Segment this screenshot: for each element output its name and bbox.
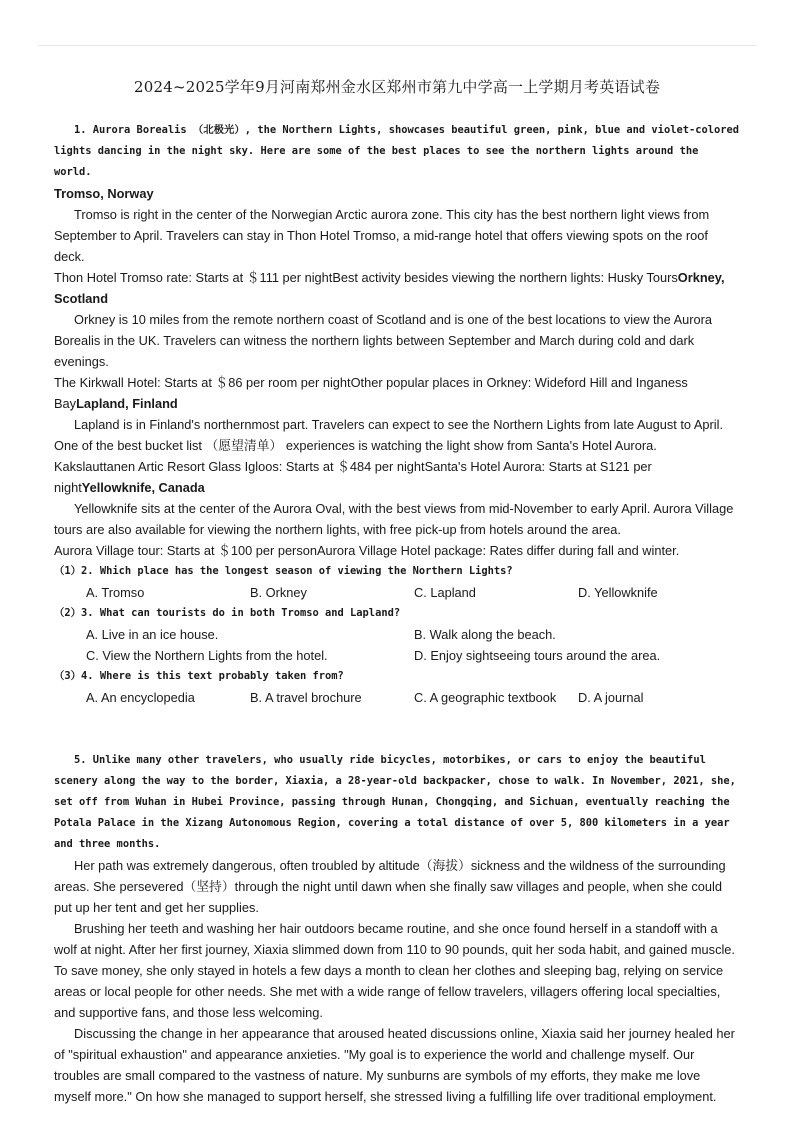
heading-yellowknife: Yellowknife, Canada [81,480,205,495]
heading-tromso: Tromso, Norway [54,186,154,201]
option-3c[interactable]: C. View the Northern Lights from the hotel. [86,648,328,663]
passage2-intro: 5. Unlike many other travelers, who usually ride bicycles, motorbikes, or cars to enjoy the beautiful scenery along the way to the border, Xiaxia, a 28-year-old backpacker, chose to walk. In November, 2021, she, set off from Wuhan in Hubei Province, passing through Hunan, Chongqing, and Sichuan, eventually reaching the Potala Palace in the Xizang Autonomous Region, covering a total distance of over 5, 800 kilometers in a year and three months. [54,754,736,850]
info-orkney-text: The Kirkwall Hotel: Starts at ＄86 per room per nightOther popular places in Orkney: Wideford Hill and Inganess Bay [54,375,688,411]
question-4-number: （3） [54,670,82,682]
page-top-rule [38,45,756,46]
option-3a[interactable]: A. Live in an ice house. [86,627,219,642]
passage2-paragraph-2: Brushing her teeth and washing her hair outdoors became routine, and she once found herself in a standoff with a wolf at night. After her first journey, Xiaxia slimmed down from 110 to 90 pounds, quit her soda habit, and gained muscle. To save money, she only stayed in hotels a few days a month to clean her clothes and sleeping bag, relying on service areas or local people for other needs. She met with a wide range of fellow travelers, villagers offering local specialties, and supportive fans, and those less welcoming. [54,921,735,1020]
heading-lapland: Lapland, Finland [76,396,178,411]
question-3-number: （2） [54,607,82,619]
question-2-number: （1） [54,565,82,577]
section-gap [54,729,740,750]
option-3b[interactable]: B. Walk along the beach. [414,627,556,642]
question-2-text: 2. Which place has the longest season of viewing the Northern Lights? [81,565,513,577]
option-2b[interactable]: B. Orkney [250,585,307,600]
question-2-options [54,582,740,603]
paragraph-yellowknife: Yellowknife sits at the center of the Aurora Oval, with the best views from mid-November to early April. Aurora Village tours are also available for viewing the northern lights, with free pick-up from hotels around the area. [54,501,734,537]
info-yellowknife: Aurora Village tour: Starts at ＄100 per personAurora Village Hotel package: Rates differ during fall and winter. [54,543,680,558]
option-3d[interactable]: D. Enjoy sightseeing tours around the area. [414,648,661,663]
option-2a[interactable]: A. Tromso [86,585,145,600]
passage1-intro: 1. Aurora Borealis （北极光）, the Northern Lights, showcases beautiful green, pink, blue and violet-colored lights dancing in the night sky. Here are some of the best places to see the northern lights around the world. [54,124,740,178]
info-tromso [54,267,740,309]
question-3 [54,603,740,624]
option-2c[interactable]: C. Lapland [414,585,476,600]
section-gap [54,708,740,729]
paragraph-orkney: Orkney is 10 miles from the remote northern coast of Scotland and is one of the best locations to view the Aurora Borealis in the UK. Travelers can witness the northern lights between September and March during cold and dark evenings. [54,312,713,369]
question-4-options [54,687,740,708]
paragraph-lapland: Lapland is in Finland's northernmost part. Travelers can expect to see the Northern Lights from late August to April. One of the best bucket list （愿望清单） experiences is watching the light show from Santa's Hotel Aurora. [54,417,724,453]
info-lapland [54,456,740,498]
option-4a[interactable]: A. An encyclopedia [86,690,195,705]
option-4d[interactable]: D. A journal [578,690,644,705]
paragraph-tromso: Tromso is right in the center of the Norwegian Arctic aurora zone. This city has the best northern light views from September to April. Travelers can stay in Thon Hotel Tromso, a mid-range hotel that offers viewing spots on the roof deck. [54,207,710,264]
option-4c[interactable]: C. A geographic textbook [414,690,557,705]
page-title: 2024~2025学年9月河南郑州金水区郑州市第九中学高一上学期月考英语试卷 [133,78,661,96]
exam-content [54,120,740,1107]
question-2 [54,561,740,582]
question-4-text: 4. Where is this text probably taken from? [81,670,344,682]
passage2-paragraph-1: Her path was extremely dangerous, often troubled by altitude（海拔）sickness and the wildness of the surrounding areas. She persevered（坚持）through the night until dawn when she finally saw villages and people, when she could put up her tent and get her supplies. [54,858,726,915]
option-4b[interactable]: B. A travel brochure [250,690,362,705]
question-4 [54,666,740,687]
question-3-text: 3. What can tourists do in both Tromso and Lapland? [81,607,401,619]
passage2-paragraph-3: Discussing the change in her appearance that aroused heated discussions online, Xiaxia said her journey healed her of "spiritual exhaustion" and appearance anxieties. "My goal is to experience the world and challenge myself. Our troubles are small compared to the vastness of nature. My sunburns are symbols of my efforts, they make me love myself more." On how she managed to support herself, she stressed living a fulfilling life over traditional employment. [54,1026,735,1104]
info-lapland-text: Kakslauttanen Artic Resort Glass Igloos: Starts at ＄484 per nightSanta's Hotel Aurora: Starts at S121 per night [54,459,652,495]
heading-orkney: Orkney, Scotland [54,270,725,306]
question-3-options [54,624,740,666]
option-2d[interactable]: D. Yellowknife [578,585,658,600]
info-tromso-text: Thon Hotel Tromso rate: Starts at ＄111 per nightBest activity besides viewing the northern lights: Husky Tours [54,270,678,285]
info-orkney [54,372,740,414]
